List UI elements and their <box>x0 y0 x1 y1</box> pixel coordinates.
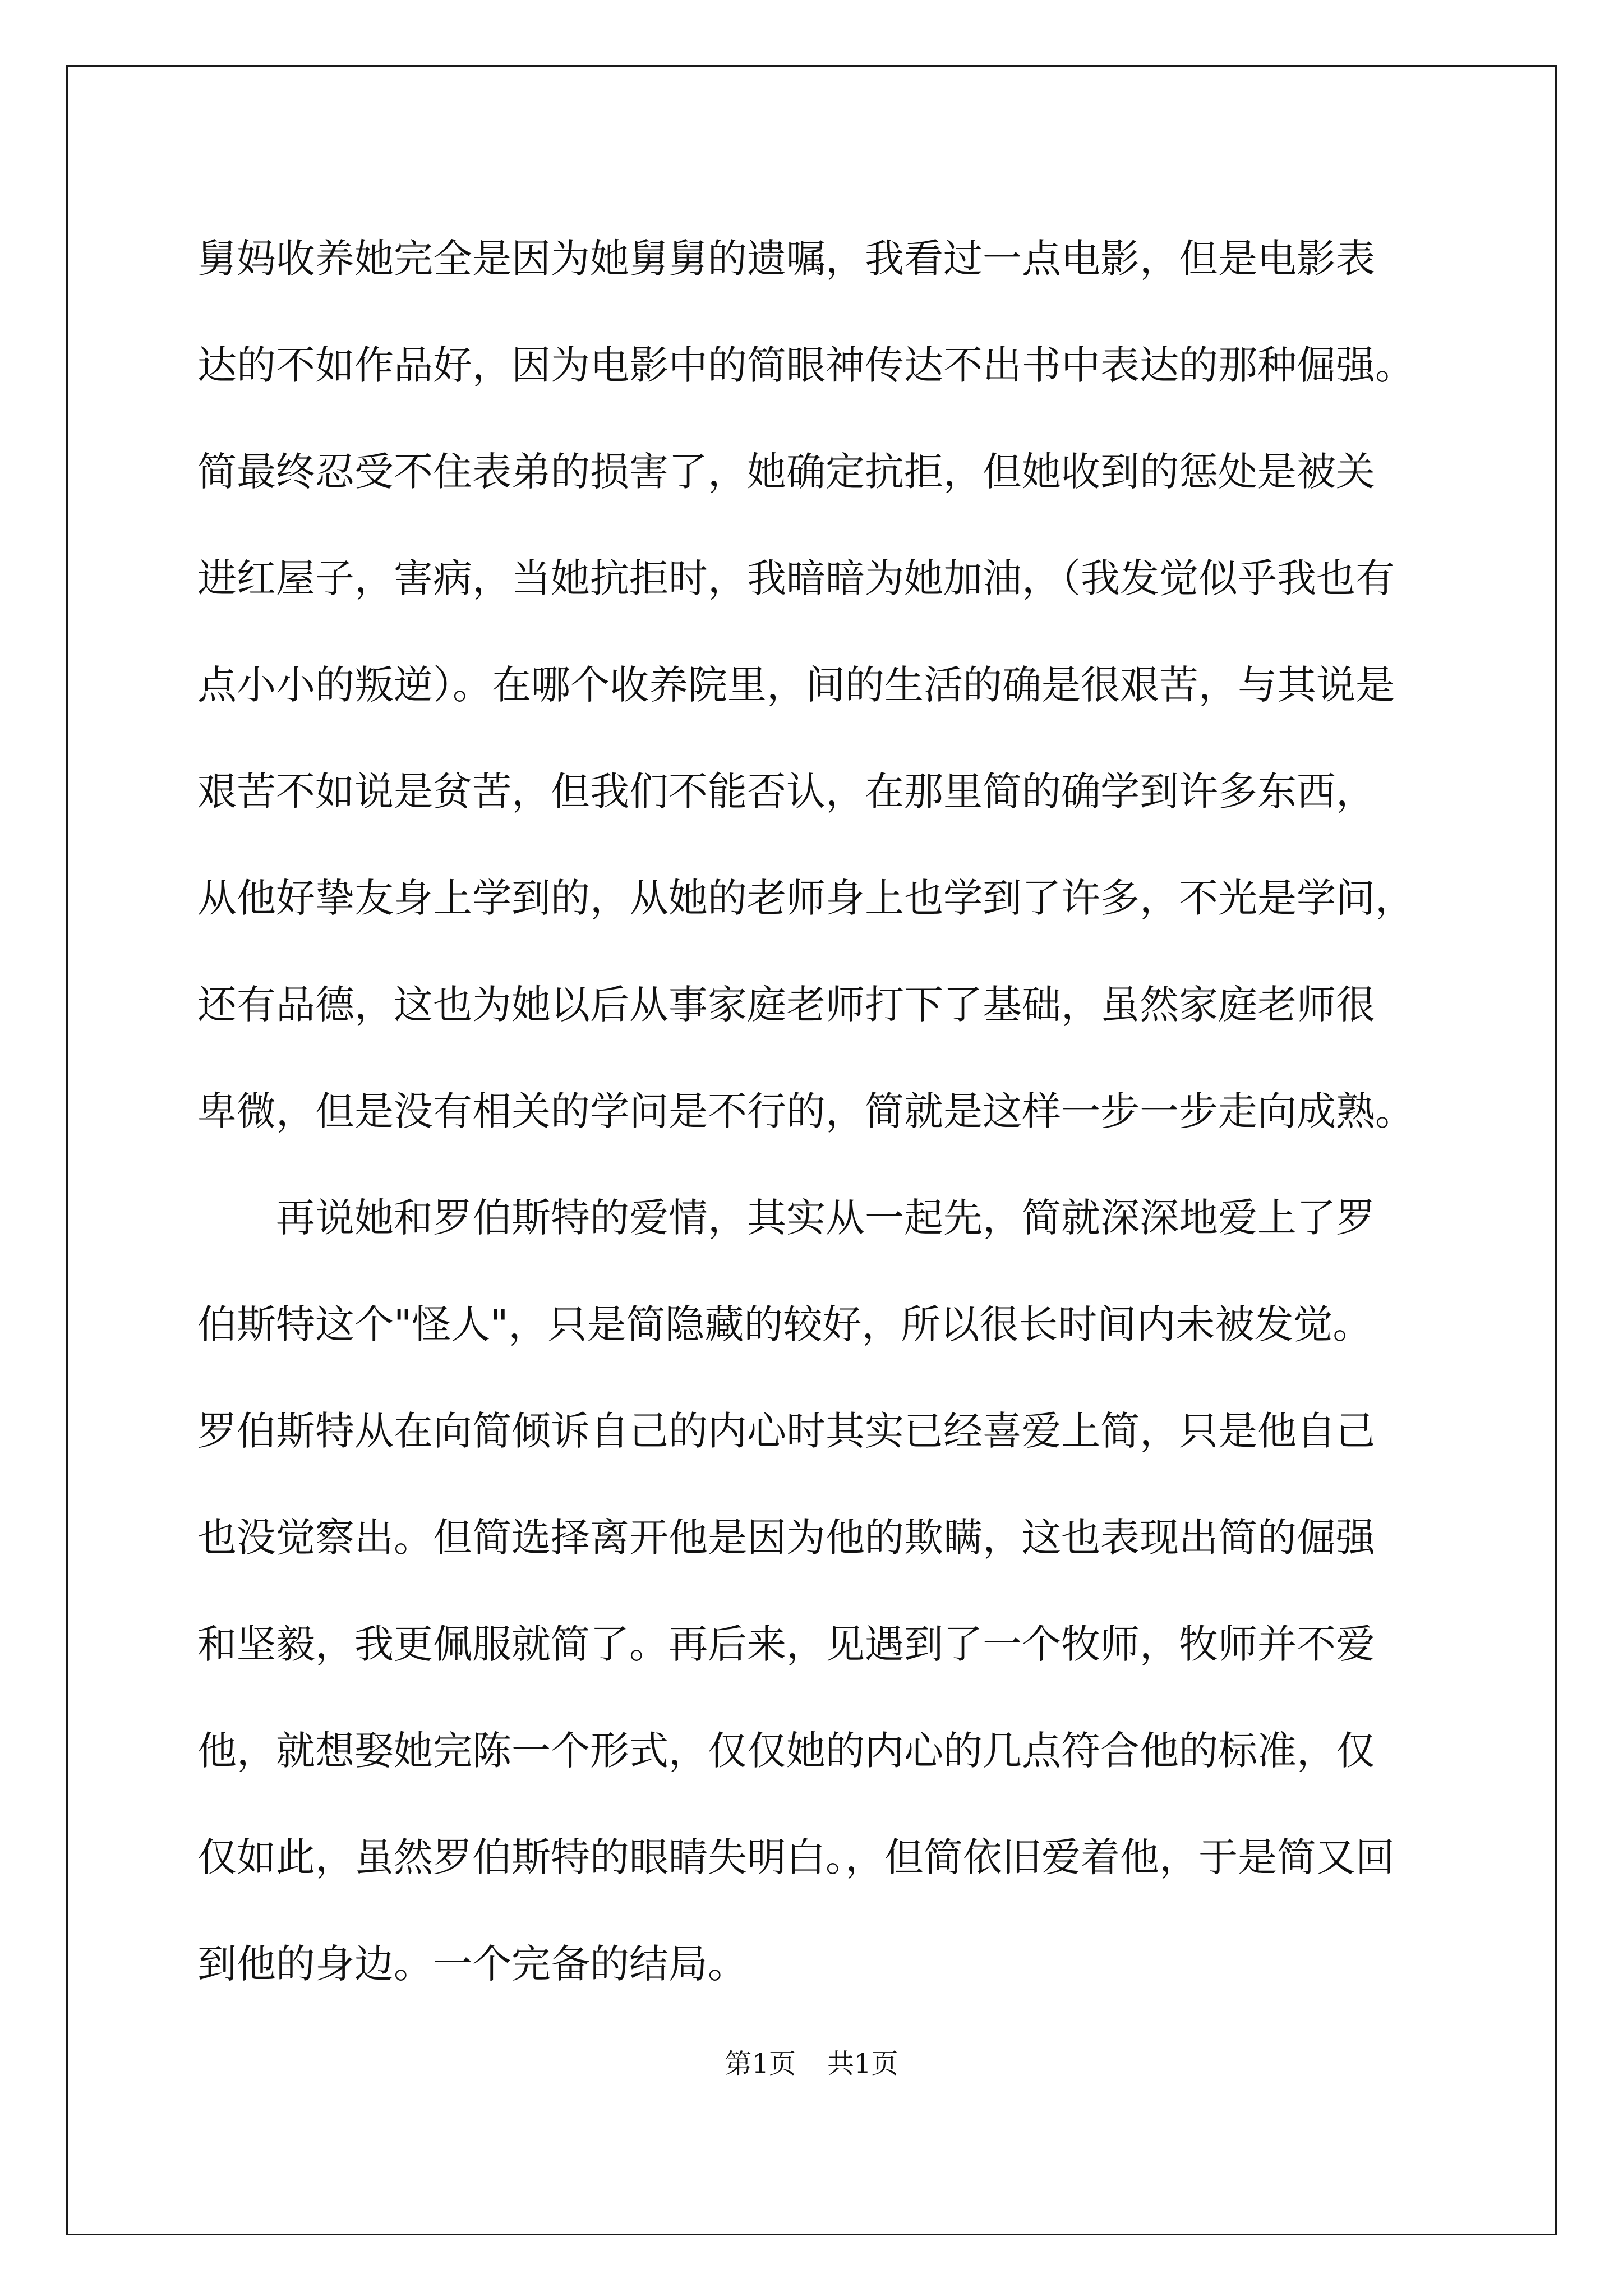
text-line: 也没觉察出。但简选择离开他是因为他的欺瞒，这也表现出简的倔强 <box>197 1515 1375 1561</box>
text-line: 和坚毅，我更佩服就简了。再后来，见遇到了一个牧师，牧师并不爱 <box>197 1621 1375 1667</box>
text-line: 卑微，但是没有相关的学问是不行的，简就是这样一步一步走向成熟。 <box>197 1088 1414 1134</box>
page-number: 第1页 <box>725 2048 796 2079</box>
text-line: 点小小的叛逆）。在哪个收养院里，间的生活的确是很艰苦，与其说是 <box>197 662 1395 708</box>
text-line: 罗伯斯特从在向简倾诉自己的内心时其实已经喜爱上简，只是他自己 <box>197 1408 1375 1454</box>
page-footer <box>0 2042 1623 2081</box>
text-line: 到他的身边。一个完备的结局。 <box>197 1941 747 1987</box>
text-line: 从他好挚友身上学到的，从她的老师身上也学到了许多，不光是学问， <box>197 875 1414 921</box>
paragraph-start-line: 再说她和罗伯斯特的爱情，其实从一起先，简就深深地爱上了罗 <box>276 1195 1375 1241</box>
text-line: 达的不如作品好，因为电影中的简眼神传达不出书中表达的那种倔强。 <box>197 342 1414 388</box>
text-line: 艰苦不如说是贫苦，但我们不能否认，在那里简的确学到许多东西， <box>197 769 1375 815</box>
text-line: 他，就想娶她完陈一个形式，仅仅她的内心的几点符合他的标准，仅 <box>197 1728 1375 1774</box>
text-line: 简最终忍受不住表弟的损害了，她确定抗拒，但她收到的惩处是被关 <box>197 449 1375 495</box>
page-total: 共1页 <box>827 2048 898 2079</box>
text-line: 还有品德，这也为她以后从事家庭老师打下了基础，虽然家庭老师很 <box>197 982 1375 1028</box>
text-line: 舅妈收养她完全是因为她舅舅的遗嘱，我看过一点电影，但是电影表 <box>197 236 1375 282</box>
body-text <box>197 205 1442 2017</box>
text-line: 伯斯特这个"怪人"，只是简隐藏的较好，所以很长时间内未被发觉。 <box>197 1301 1372 1347</box>
text-line: 仅如此，虽然罗伯斯特的眼睛失明白。，但简依旧爱着他，于是简又回 <box>197 1834 1395 1880</box>
text-line: 进红屋子，害病，当她抗拒时，我暗暗为她加油，（我发觉似乎我也有 <box>197 555 1395 601</box>
